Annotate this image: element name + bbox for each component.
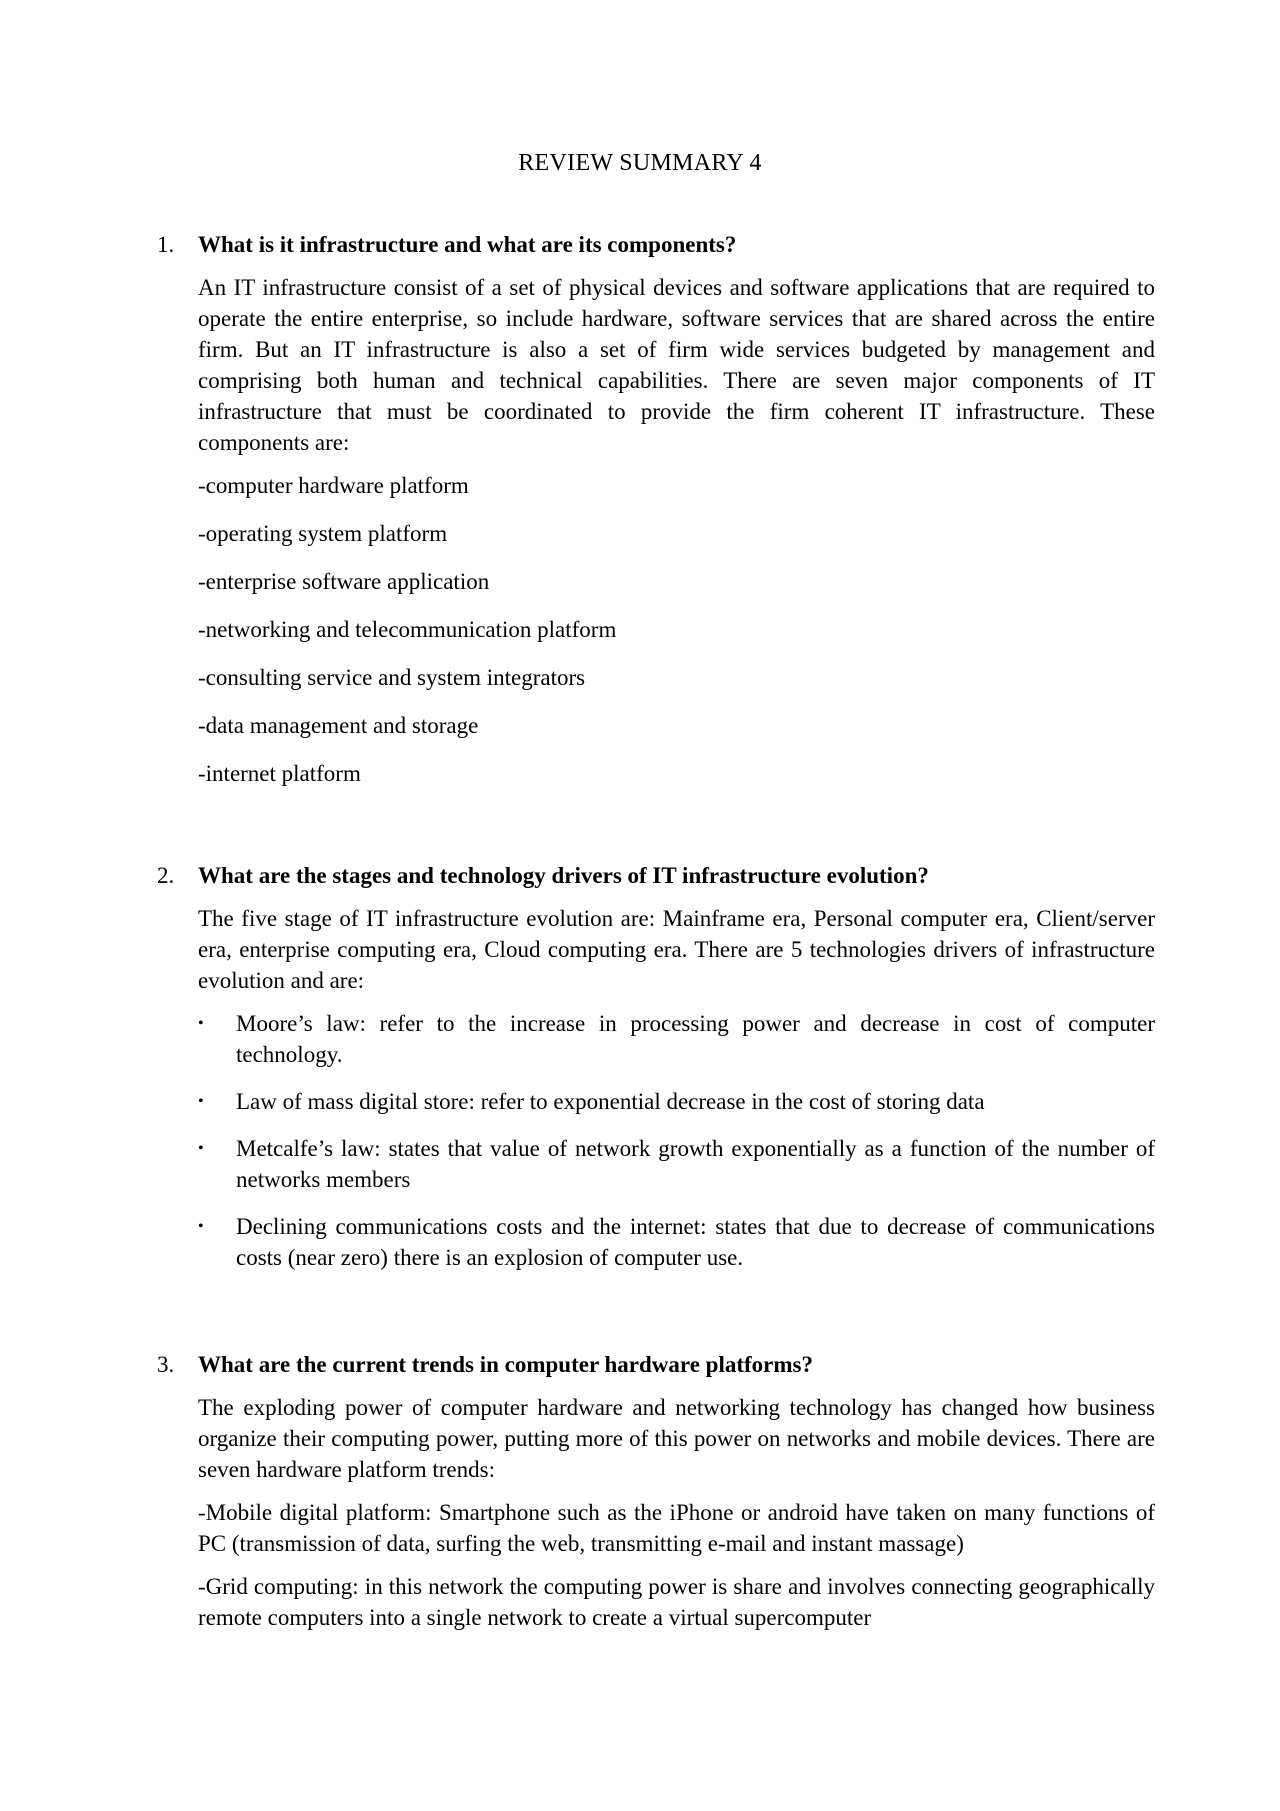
- bullet-text: Moore’s law: refer to the increase in processing power and decrease in cost of computer technology.: [236, 1011, 1155, 1067]
- component-item: -consulting service and system integrators: [198, 665, 586, 690]
- question-text: What are the current trends in computer hardware platforms?: [198, 1352, 813, 1377]
- question-heading: [157, 232, 1155, 258]
- question-text: What are the stages and technology drivers of IT infrastructure evolution?: [198, 863, 929, 888]
- bullet-list: [198, 1008, 1155, 1273]
- answer-paragraph: An IT infrastructure consist of a set of physical devices and software applications that are required to operate the entire enterprise, so include hardware, software services that are shared across the entire firm. But an IT infrastructure is also a set of firm wide services budgeted by management and comprising both human and technical capabilities. There are seven major components of IT infrastructure that must be coordinated to provide the firm coherent IT infrastructure. These components are:: [198, 275, 1155, 455]
- bullet-icon: •: [198, 1140, 204, 1157]
- section-3: [157, 1352, 1155, 1645]
- question-text: What is it infrastructure and what are its components?: [198, 232, 737, 257]
- trend-item: -Mobile digital platform: Smartphone such as the iPhone or android have taken on many functions of PC (transmission of data, surfing the web, transmitting e-mail and instant massage): [198, 1500, 1155, 1556]
- bullet-item: [198, 1211, 1155, 1273]
- section-1: [157, 232, 1155, 806]
- document-title: REVIEW SUMMARY 4: [518, 150, 762, 176]
- bullet-text: Metcalfe’s law: states that value of network growth exponentially as a function of the number of networks members: [236, 1136, 1155, 1192]
- question-number: 2.: [157, 863, 175, 888]
- component-item: -data management and storage: [198, 713, 479, 738]
- bullet-text: Law of mass digital store: refer to exponential decrease in the cost of storing data: [236, 1089, 985, 1114]
- question-number: 1.: [157, 232, 175, 257]
- component-item: -enterprise software application: [198, 569, 490, 594]
- bullet-text: Declining communications costs and the internet: states that due to decrease of communications costs (near zero) there is an explosion of computer use.: [236, 1214, 1155, 1270]
- bullet-icon: •: [198, 1218, 204, 1235]
- question-heading: [157, 863, 1155, 889]
- component-item: -operating system platform: [198, 521, 448, 546]
- bullet-item: [198, 1086, 1155, 1117]
- question-number: 3.: [157, 1352, 175, 1377]
- section-2: [157, 863, 1155, 1289]
- bullet-item: [198, 1133, 1155, 1195]
- component-item: -internet platform: [198, 761, 361, 786]
- trend-item: -Grid computing: in this network the computing power is share and involves connecting geographically remote computers into a single network to create a virtual supercomputer: [198, 1574, 1155, 1630]
- bullet-icon: •: [198, 1093, 204, 1110]
- answer-paragraph: The exploding power of computer hardware and networking technology has changed how business organize their computing power, putting more of this power on networks and mobile devices. There are seven hardware platform trends:: [198, 1395, 1155, 1482]
- answer-paragraph: The five stage of IT infrastructure evolution are: Mainframe era, Personal computer era, Client/server era, enterprise computing era, Cloud computing era. There are 5 technologies drivers of infrastructure evolution and are:: [198, 906, 1155, 993]
- bullet-item: [198, 1008, 1155, 1070]
- question-heading: [157, 1352, 1155, 1378]
- bullet-icon: •: [198, 1015, 204, 1032]
- component-item: -networking and telecommunication platform: [198, 617, 617, 642]
- component-item: -computer hardware platform: [198, 473, 469, 498]
